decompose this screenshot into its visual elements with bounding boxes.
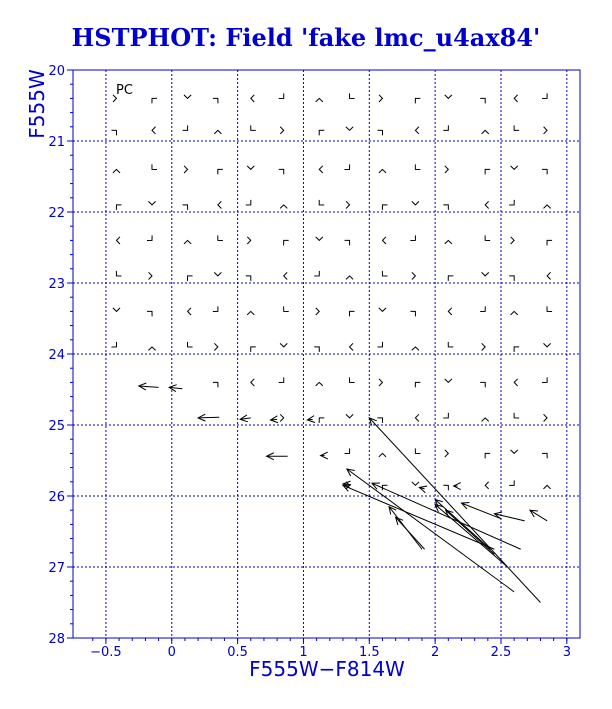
small-vector (485, 482, 488, 489)
small-vector (514, 95, 517, 102)
small-vector (514, 413, 519, 418)
small-vector (148, 347, 155, 350)
small-vector (316, 308, 319, 315)
small-vector (152, 164, 157, 169)
small-vector (345, 240, 350, 245)
vector-arrow (271, 416, 279, 423)
small-vector (445, 95, 452, 98)
small-vector (445, 240, 452, 243)
small-vector (482, 418, 489, 421)
vector-shaft (435, 500, 490, 550)
small-vector (415, 414, 418, 421)
small-vector (377, 130, 382, 135)
small-vector (152, 127, 155, 134)
small-vector (218, 235, 223, 240)
vector-arrow (454, 483, 461, 490)
small-vector (280, 343, 287, 346)
small-vector (544, 127, 547, 134)
small-vector (415, 127, 418, 134)
small-vector (382, 237, 385, 244)
y-tick-label: 24 (48, 348, 65, 363)
small-vector (410, 235, 415, 240)
vector-arrow (240, 415, 251, 422)
small-vector (379, 169, 386, 172)
small-vector (111, 130, 116, 135)
vector-shaft (198, 417, 219, 418)
vector-arrow (321, 452, 328, 459)
vector-arrow (347, 469, 514, 592)
y-tick-labels (48, 64, 65, 647)
small-vector (213, 306, 218, 311)
small-vector (544, 414, 547, 421)
vector-arrow (494, 512, 524, 521)
small-vector (379, 308, 386, 311)
small-vector (319, 200, 324, 205)
vector-shaft (347, 469, 514, 592)
small-vector (187, 342, 192, 347)
vector-shaft (372, 483, 521, 549)
small-vector (214, 343, 217, 350)
small-vector (214, 272, 221, 275)
small-vector (113, 308, 120, 311)
vector-shaft (461, 503, 501, 519)
small-vector (379, 453, 386, 456)
small-vector (183, 125, 188, 130)
small-vector (284, 240, 289, 245)
small-vector (443, 485, 448, 490)
vector-shaft (343, 485, 494, 549)
small-vector (213, 98, 218, 103)
small-vector (480, 306, 485, 311)
small-vector (542, 377, 547, 382)
y-tick-label: 22 (48, 206, 65, 221)
vector-shaft (396, 517, 425, 549)
small-vector (280, 414, 283, 421)
small-vector (279, 93, 284, 98)
small-vector (485, 235, 490, 240)
small-vector (509, 200, 514, 205)
small-vector (184, 166, 187, 173)
small-vector (509, 276, 514, 281)
small-vector (319, 418, 324, 423)
magnitude-vectors (139, 383, 547, 603)
small-vector (448, 308, 451, 315)
small-vector (280, 205, 287, 208)
x-axis-label: F555W−F814W (249, 657, 405, 681)
small-vector (410, 311, 415, 316)
small-vector (485, 453, 490, 458)
small-vector (509, 480, 514, 485)
small-vector (415, 98, 420, 103)
vector-shaft (369, 418, 540, 603)
y-tick-label: 21 (48, 135, 65, 150)
small-vector (346, 276, 353, 279)
small-vector (314, 271, 319, 276)
vector-shaft (530, 510, 547, 521)
vector-arrow (369, 418, 540, 603)
small-vector (188, 308, 191, 315)
y-axis-label: F555W (25, 69, 49, 139)
x-tick-label: 2 (431, 645, 440, 660)
small-vector (350, 343, 353, 350)
small-vector (445, 166, 448, 173)
small-vector (116, 237, 119, 244)
small-vector (346, 127, 353, 130)
vector-arrow (267, 453, 288, 460)
small-vector (213, 382, 218, 387)
y-tick-label: 28 (48, 632, 65, 647)
small-vector (183, 205, 188, 210)
small-vector (246, 200, 251, 205)
small-vector (349, 311, 354, 316)
y-tick-label: 26 (48, 490, 65, 505)
small-vector (543, 485, 550, 488)
x-tick-label: 2.5 (490, 645, 512, 660)
small-vector (251, 125, 256, 130)
vector-arrow (396, 517, 425, 549)
small-vector (148, 201, 155, 204)
small-vector (319, 130, 324, 135)
small-vector (415, 382, 420, 387)
vector-arrow (307, 416, 315, 423)
small-vector (314, 347, 319, 352)
small-vector (482, 130, 489, 133)
x-tick-label: −0.5 (90, 645, 122, 660)
small-vector (251, 379, 254, 386)
small-vector (543, 205, 550, 208)
small-vector (147, 235, 152, 240)
small-vector (379, 379, 382, 386)
small-vector (445, 450, 448, 457)
small-vector (349, 93, 354, 98)
small-vector (514, 125, 519, 130)
small-vector (218, 201, 221, 208)
small-vector (542, 93, 547, 98)
small-vector (543, 343, 550, 346)
small-vector (346, 201, 349, 208)
small-vector (382, 271, 387, 276)
small-vector (345, 164, 350, 169)
small-vector (247, 237, 250, 244)
small-vector (377, 418, 382, 423)
vector-arrow (343, 485, 494, 549)
small-vector (246, 276, 251, 281)
x-tick-label: 3 (562, 645, 571, 660)
small-vector (547, 240, 552, 245)
small-vector (485, 169, 490, 174)
vector-arrow (419, 486, 427, 493)
small-vector (316, 382, 323, 385)
small-vector (279, 377, 284, 382)
small-vector (412, 482, 419, 485)
small-vector (443, 205, 448, 210)
vector-arrow (198, 414, 219, 421)
small-vector (113, 169, 120, 172)
small-vector (547, 306, 552, 311)
small-vector (279, 169, 284, 174)
small-vector (443, 125, 448, 130)
small-vector (547, 272, 550, 279)
small-vector (412, 272, 415, 279)
small-vector (251, 95, 254, 102)
small-vector (377, 342, 382, 347)
small-vector (448, 342, 453, 347)
x-tick-label: 0 (167, 645, 176, 660)
y-tick-label: 20 (48, 64, 65, 79)
vector-head (530, 510, 538, 517)
small-vector (280, 127, 283, 134)
small-vector (480, 382, 485, 387)
small-vector (514, 379, 517, 386)
small-vector (511, 311, 518, 314)
small-vectors (111, 93, 552, 490)
grid-lines (73, 70, 580, 638)
axis-ticks (67, 70, 567, 644)
small-vector (482, 343, 485, 350)
small-vector (485, 201, 488, 208)
small-vector (251, 347, 256, 352)
y-tick-label: 23 (48, 277, 65, 292)
small-vector (346, 414, 353, 417)
small-vector (448, 276, 453, 281)
y-tick-label: 27 (48, 561, 65, 576)
vector-head (419, 486, 427, 493)
vector-arrow (139, 383, 159, 390)
small-vector (187, 276, 192, 281)
small-vector (316, 98, 323, 101)
small-vector (482, 272, 489, 275)
small-vector (349, 377, 354, 382)
small-vector (415, 164, 420, 169)
small-vector (316, 237, 323, 240)
small-vector (382, 205, 387, 210)
vector-arrow (530, 510, 547, 521)
small-vector (116, 271, 121, 276)
x-tick-label: 1.5 (358, 645, 380, 660)
x-tick-label: 0.5 (227, 645, 248, 660)
small-vector (319, 166, 322, 173)
y-tick-label: 25 (48, 419, 65, 434)
small-vector (218, 169, 223, 174)
small-vector (111, 342, 116, 347)
small-vector (247, 311, 254, 314)
vector-arrow (169, 385, 182, 392)
small-vector (345, 448, 350, 453)
small-vector (379, 95, 382, 102)
small-vector (443, 413, 448, 418)
chart-title: HSTPHOT: Field 'fake lmc_u4ax84' (71, 23, 541, 52)
small-vector (511, 237, 514, 244)
small-vector (184, 95, 191, 98)
small-vector (511, 166, 518, 169)
small-vector (412, 347, 419, 350)
small-vector (152, 98, 157, 103)
small-vector (116, 205, 121, 210)
small-vector (514, 347, 519, 352)
small-vector (412, 201, 419, 204)
small-vector (147, 311, 152, 316)
small-vector (247, 166, 254, 169)
vector-arrow (435, 500, 490, 550)
small-vector (415, 448, 420, 453)
small-vector (149, 272, 152, 279)
small-vector (184, 240, 191, 243)
small-vector (284, 306, 289, 311)
small-vector (284, 272, 287, 279)
small-vector (214, 130, 221, 133)
small-vector (445, 379, 452, 382)
x-tick-label: 1 (299, 645, 308, 660)
small-vector (480, 98, 485, 103)
small-vector (542, 169, 547, 174)
small-vector (511, 450, 518, 453)
vector-arrow (372, 483, 521, 549)
small-vector (542, 453, 547, 458)
pc-annotation: PC (116, 83, 133, 98)
vector-arrow (461, 503, 501, 519)
